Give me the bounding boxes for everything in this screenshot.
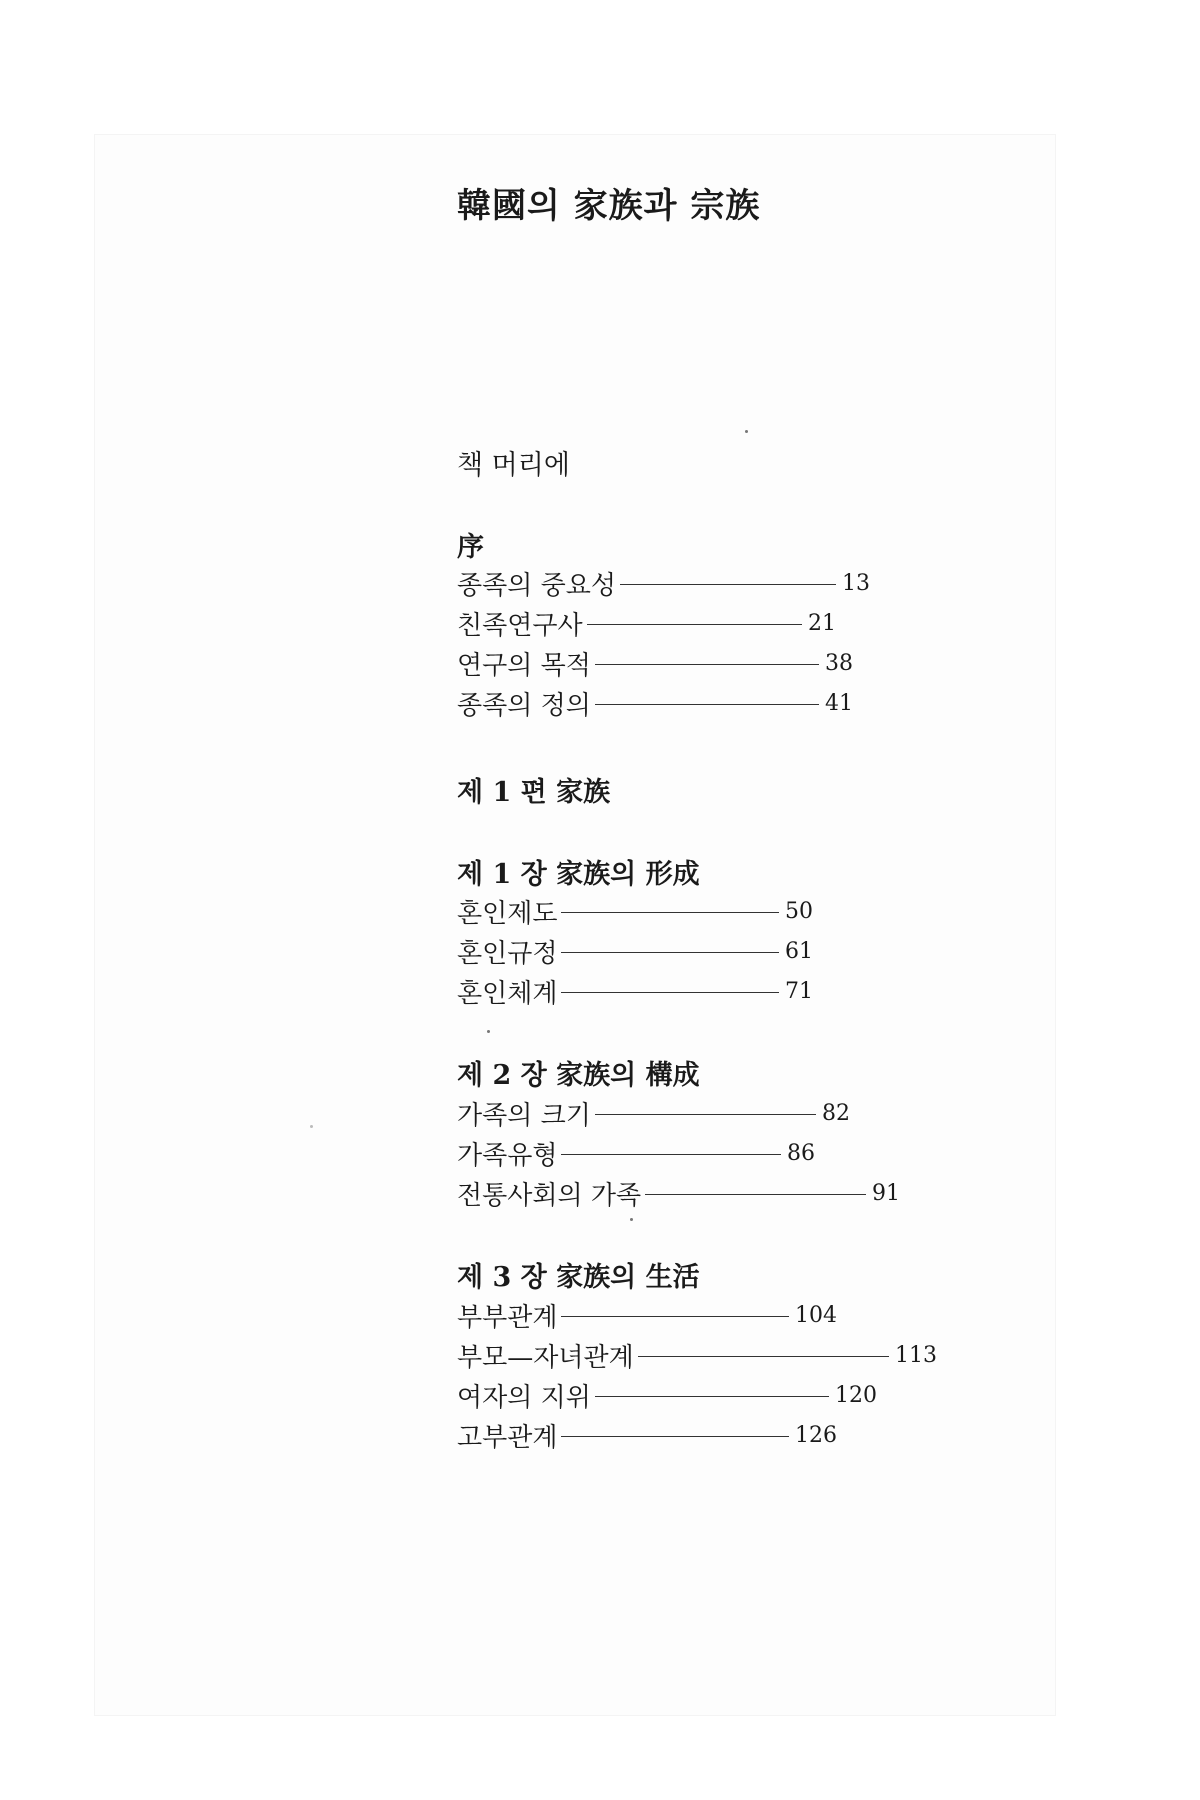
chapter-heading: 제 1 장 家族의 形成 [457, 859, 700, 890]
chapter-heading: 제 3 장 家族의 生活 [457, 1262, 700, 1293]
toc-entry-title: 혼인체계 [457, 978, 558, 1009]
toc-entry-title: 혼인규정 [457, 938, 558, 969]
scan-speck [745, 430, 748, 433]
toc-entry-title: 종족의 정의 [457, 690, 591, 721]
dot-leader [561, 1436, 789, 1437]
dot-leader [645, 1194, 866, 1195]
dot-leader [561, 952, 779, 953]
toc-entry-page: 41 [825, 690, 853, 716]
toc-entry [457, 973, 825, 1009]
part-heading: 제 1 편 家族 [457, 777, 611, 808]
toc-entry-title: 부부관계 [457, 1302, 558, 1333]
scan-speck [630, 1218, 633, 1221]
dot-leader [587, 624, 802, 625]
toc-entry-title: 가족유형 [457, 1140, 558, 1171]
toc-entry-title: 친족연구사 [457, 610, 583, 641]
dot-leader [595, 704, 819, 705]
toc-entry-page: 21 [808, 610, 836, 636]
toc-entry [457, 565, 882, 601]
toc-entry [457, 1175, 912, 1211]
toc-entry-title: 혼인제도 [457, 898, 558, 929]
toc-entry [457, 933, 825, 969]
book-title: 韓國의 家族과 宗族 [457, 186, 761, 226]
toc-entry [457, 1135, 827, 1171]
scan-speck [487, 1030, 490, 1033]
toc-entry [457, 605, 848, 641]
toc-entry [457, 1337, 937, 1373]
toc-entry-title: 종족의 중요성 [457, 570, 616, 601]
toc-entry-title: 고부관계 [457, 1422, 558, 1453]
toc-entry-page: 86 [787, 1140, 815, 1166]
toc-entry-title: 전통사회의 가족 [457, 1180, 642, 1211]
toc-entry-page: 113 [895, 1342, 937, 1368]
toc-entry [457, 893, 825, 929]
toc-entry-page: 82 [822, 1100, 850, 1126]
toc-entry-page: 71 [785, 978, 813, 1004]
dot-leader [638, 1356, 889, 1357]
toc-entry-title: 연구의 목적 [457, 650, 591, 681]
preface-title: 책 머리에 [457, 450, 570, 481]
toc-entry [457, 1417, 837, 1453]
dot-leader [561, 1316, 789, 1317]
toc-entry-page: 104 [795, 1302, 837, 1328]
dot-leader [561, 992, 779, 993]
toc-entry-page: 38 [825, 650, 853, 676]
toc-entry-page: 91 [872, 1180, 900, 1206]
toc-entry-page: 50 [785, 898, 813, 924]
toc-entry-page: 126 [795, 1422, 837, 1448]
toc-entry [457, 1095, 862, 1131]
toc-entry [457, 1377, 877, 1413]
dot-leader [595, 1114, 816, 1115]
toc-entry-page: 13 [842, 570, 870, 596]
toc-entry-page: 61 [785, 938, 813, 964]
toc-entry-title: 가족의 크기 [457, 1100, 591, 1131]
toc-entry [457, 685, 865, 721]
toc-entry-title: 부모—자녀관계 [457, 1342, 634, 1373]
dot-leader [595, 1396, 829, 1397]
toc-entry [457, 645, 865, 681]
dot-leader [595, 664, 819, 665]
dot-leader [620, 584, 836, 585]
dot-leader [561, 1154, 781, 1155]
toc-entry [457, 1297, 837, 1333]
toc-entry-title: 여자의 지위 [457, 1382, 591, 1413]
scan-speck [310, 1125, 313, 1128]
chapter-heading: 제 2 장 家族의 構成 [457, 1060, 700, 1091]
toc-entry-page: 120 [835, 1382, 877, 1408]
dot-leader [561, 912, 779, 913]
intro-heading: 序 [457, 532, 484, 563]
